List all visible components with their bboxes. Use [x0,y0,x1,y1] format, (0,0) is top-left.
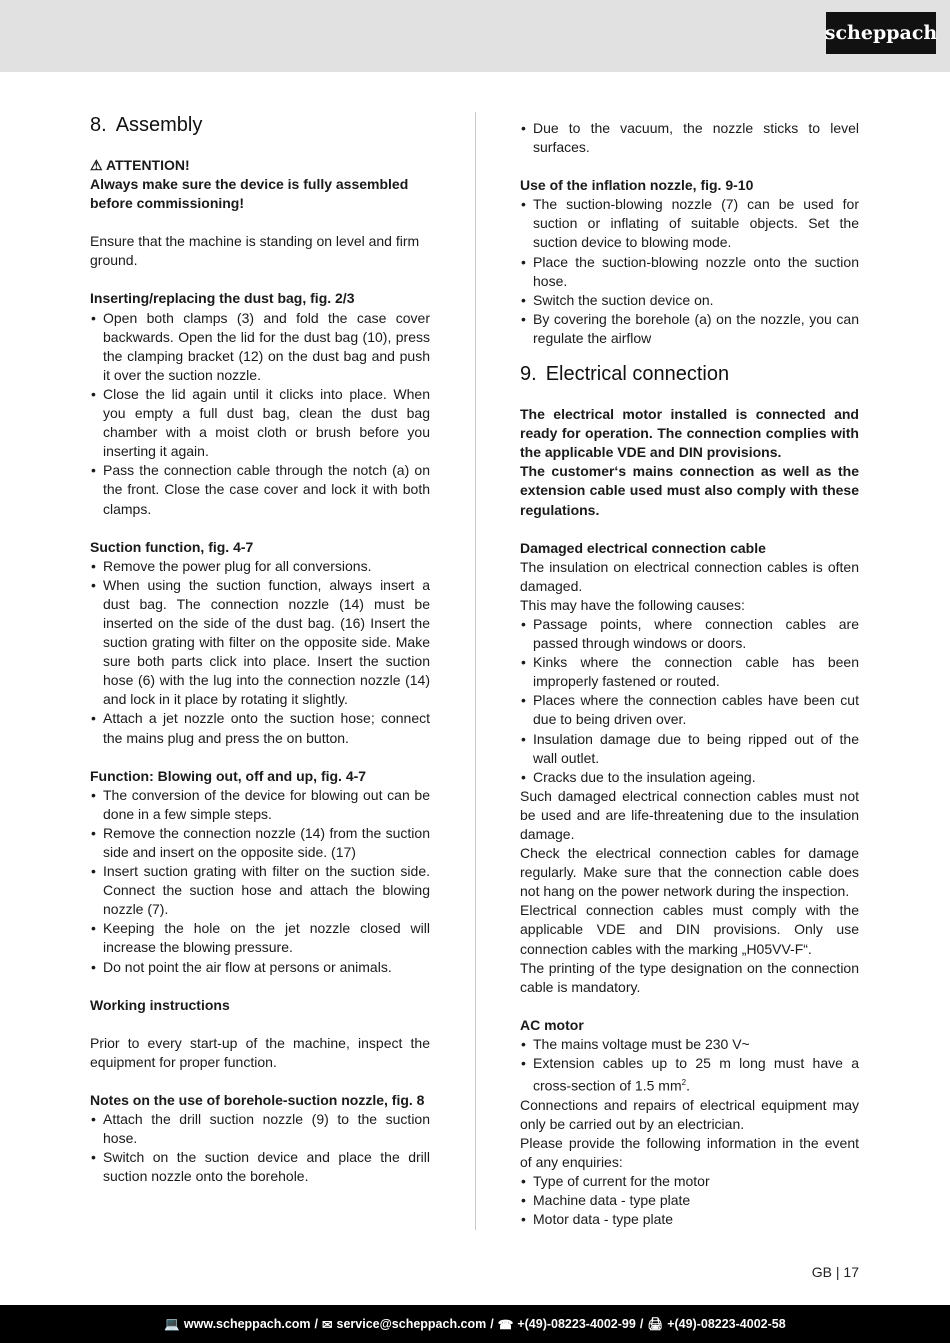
damaged-text: This may have the following causes: [520,596,745,613]
attention-label: ⚠ ATTENTION! [90,157,190,173]
phone-number[interactable]: +(49)-08223-4002-99 [517,1317,636,1331]
attention-text: Always make sure the device is fully assembled before commissioning! [90,176,409,212]
electrical-notice-1: The electrical motor installed is connected and ready for operation. The connection complies with the applicable VDE and DIN provisions. [520,406,859,461]
damaged-text: Such damaged electrical connection cables must not be used and are life-threatening due to the insulation damage. [520,787,859,842]
warning-icon: ⚠ [90,157,103,173]
right-column [520,119,859,1230]
dustbag-heading: Inserting/replacing the dust bag, fig. 2/3 [90,290,355,307]
email-link[interactable]: service@scheppach.com [336,1317,487,1331]
electrical-notice-2: The customer‘s mains connection as well as the extension cable used must also comply with these regulations. [520,463,859,518]
list-item: • Switch on the suction device and place the drill suction nozzle onto the borehole. [90,1148,430,1186]
list-item: • Insert suction grating with filter on the suction side. Connect the suction hose and attach the blowing nozzle (7). [90,862,430,919]
list-item: • Close the lid again until it clicks into place. When you empty a full dust bag, clean the dust bag chamber with a moist cloth or brush before you inserting it again. [90,385,430,461]
list-item: • Remove the power plug for all conversions. [90,557,430,576]
list-item: • Type of current for the motor [520,1172,859,1191]
list-item: • Passage points, where connection cables are passed through windows or doors. [520,615,859,653]
list-item: • Insulation damage due to being ripped out of the wall outlet. [520,730,859,768]
suction-list [90,557,430,748]
list-item: • Kinks where the connection cable has been improperly fastened or routed. [520,653,859,691]
list-item: • Switch the suction device on. [520,291,859,310]
list-item: • Place the suction-blowing nozzle onto the suction hose. [520,253,859,291]
list-item: • Attach a jet nozzle onto the suction hose; connect the mains plug and press the on button. [90,709,430,747]
brand-logo[interactable]: scheppach [826,12,936,54]
blowing-heading: Function: Blowing out, off and up, fig. 4-7 [90,767,367,784]
suction-heading: Suction function, fig. 4-7 [90,538,254,555]
phone-icon: ☎ [497,1317,514,1332]
working-heading: Working instructions [90,996,230,1013]
borehole-list [90,1110,430,1186]
fax-number: +(49)-08223-4002-58 [667,1317,786,1331]
computer-icon: 💻 [164,1316,180,1331]
blowing-list [90,786,430,977]
list-item: • Keeping the hole on the jet nozzle closed will increase the blowing pressure. [90,919,430,957]
left-column [90,112,430,1186]
borehole-heading: Notes on the use of borehole-suction nozzle, fig. 8 [90,1091,425,1108]
ac-motor-text: Connections and repairs of electrical equipment may only be carried out by an electrician. [520,1096,859,1132]
damaged-text: Check the electrical connection cables for damage regularly. Make sure that the connection cable does not hang on the power network during the inspection. [520,845,859,900]
dustbag-list [90,309,430,519]
page-number: GB | 17 [811,1264,859,1280]
list-item: • Motor data - type plate [520,1210,859,1229]
list-item: • Pass the connection cable through the notch (a) on the front. Close the case cover and lock it with both clamps. [90,461,430,518]
vacuum-list [520,119,859,157]
list-item: • The suction-blowing nozzle (7) can be used for suction or inflating of suitable objects. Set the suction device to blowing mode. [520,195,859,252]
damaged-text: Electrical connection cables must comply with the applicable VDE and DIN provisions. Only use connection cables with the marking „H05VV-F“. [520,902,859,957]
footer-bar: 💻 www.scheppach.com / ✉ service@scheppach.com / ☎ +(49)-08223-4002-99 / 🖨 +(49)-08223-4002-58 [0,1305,950,1343]
list-item: • Places where the connection cables have been cut due to being driven over. [520,691,859,729]
list-item: • The conversion of the device for blowing out can be done in a few simple steps. [90,786,430,824]
section-heading-electrical: 9. Electrical connection [520,363,730,386]
column-divider [475,112,476,1230]
header-bar [0,0,950,72]
damaged-text: The insulation on electrical connection cables is often damaged. [520,558,859,594]
list-item: • Cracks due to the insulation ageing. [520,768,859,787]
website-link[interactable]: www.scheppach.com [183,1317,311,1331]
section-heading-assembly: 8. Assembly [90,114,203,136]
list-item: • The mains voltage must be 230 V~ [520,1035,859,1054]
inflation-list [520,195,859,348]
mail-icon: ✉ [322,1317,333,1332]
damage-causes-list [520,615,859,787]
list-item: • When using the suction function, always insert a dust bag. The connection nozzle (14) must be inserted on the side of the dust bag. (16) Insert the suction grating with filter on the opposite side. Make sure both parts click into place. Insert the suction hose (6) with the lug into the connection nozzle (14) and lock in it place by rotating it slightly. [90,576,430,710]
damaged-heading: Damaged electrical connection cable [520,539,766,556]
list-item: • Open both clamps (3) and fold the case cover backwards. Open the lid for the dust bag (10), press the clamping bracket (12) on the dust bag and push it over the suction nozzle. [90,309,430,385]
list-item: • Do not point the air flow at persons or animals. [90,958,430,977]
list-item: • Remove the connection nozzle (14) from the suction side and insert on the opposite side. (17) [90,824,430,862]
enquiry-list [520,1172,859,1229]
list-item: • By covering the borehole (a) on the nozzle, you can regulate the airflow [520,310,859,348]
list-item: • Extension cables up to 25 m long must have a cross-section of 1.5 $mm^2$. [520,1054,859,1096]
ac-motor-text: Please provide the following information in the event of any enquiries: [520,1135,859,1171]
damaged-text: The printing of the type designation on the connection cable is mandatory. [520,959,859,995]
list-item: • Attach the drill suction nozzle (9) to the suction hose. [90,1110,430,1148]
ac-motor-heading: AC motor [520,1016,584,1033]
list-item: • Due to the vacuum, the nozzle sticks to level surfaces. [520,119,859,157]
list-item: • Machine data - type plate [520,1191,859,1210]
working-text: Prior to every start-up of the machine, inspect the equipment for proper function. [90,1034,430,1070]
fax-icon: 🖨 [647,1316,664,1331]
ac-motor-list [520,1035,859,1096]
intro-text: Ensure that the machine is standing on level and firm ground. [90,233,420,269]
inflation-heading: Use of the inflation nozzle, fig. 9-10 [520,177,754,194]
